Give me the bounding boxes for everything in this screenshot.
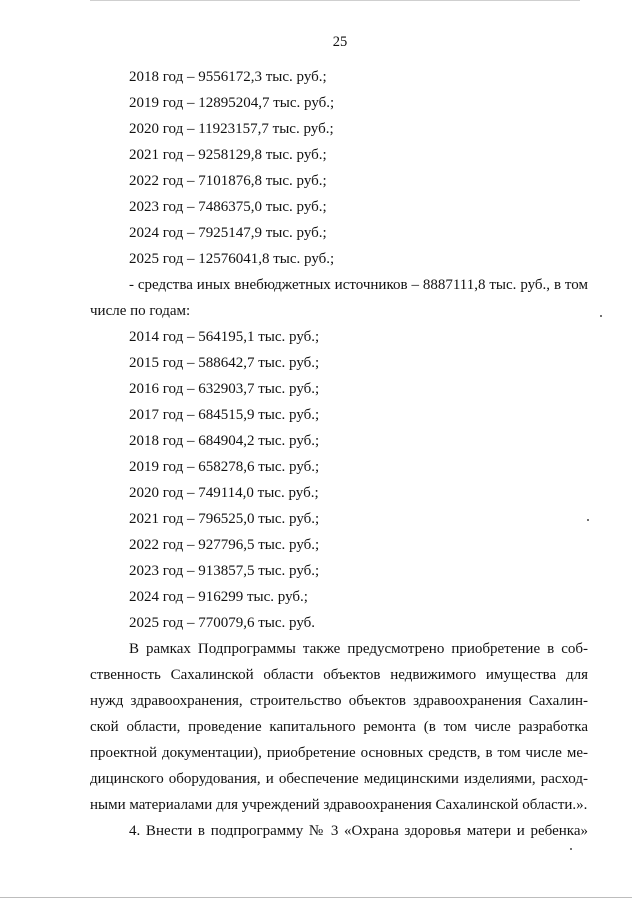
funding-year-line: 2022 год – 7101876,8 тыс. руб.; [129,173,327,189]
scan-speck [600,315,602,317]
funding-year-line: 2017 год – 684515,9 тыс. руб.; [129,407,320,423]
funding-year-line: 2022 год – 927796,5 тыс. руб.; [129,537,320,553]
scan-speck [570,848,572,850]
subprogram-paragraph-line: нужд здравоохранения, строительство объектов здравоохранения Сахалин- [90,693,588,709]
funding-year-line: 2019 год – 658278,6 тыс. руб.; [129,459,320,475]
funding-year-line: 2023 год – 7486375,0 тыс. руб.; [129,199,327,215]
scan-bottom-edge [0,897,632,898]
subprogram-paragraph-line: ственность Сахалинской области объектов недвижимого имущества для [90,667,588,683]
funding-year-line: 2024 год – 916299 тыс. руб.; [129,589,308,605]
funding-year-line: 2021 год – 9258129,8 тыс. руб.; [129,147,327,163]
funding-year-line: 2020 год – 11923157,7 тыс. руб.; [129,121,334,137]
scan-top-edge [90,0,580,1]
funding-year-line: 2025 год – 12576041,8 тыс. руб.; [129,251,335,267]
funding-year-line: 2024 год – 7925147,9 тыс. руб.; [129,225,327,241]
page-number: 25 [332,34,348,50]
scan-speck [587,519,589,521]
funding-year-line: 2016 год – 632903,7 тыс. руб.; [129,381,320,397]
funding-year-line: 2015 год – 588642,7 тыс. руб.; [129,355,320,371]
funding-year-line: 2014 год – 564195,1 тыс. руб.; [129,329,320,345]
funding-year-line: 2018 год – 684904,2 тыс. руб.; [129,433,320,449]
funding-year-line: 2019 год – 12895204,7 тыс. руб.; [129,95,335,111]
funding-year-line: 2023 год – 913857,5 тыс. руб.; [129,563,320,579]
funding-year-line: 2021 год – 796525,0 тыс. руб.; [129,511,320,527]
subprogram-paragraph-line: проектной документации), приобретение основных средств, в том числе ме- [90,745,588,761]
funding-year-line: 2020 год – 749114,0 тыс. руб.; [129,485,319,501]
extra-budget-sources-line: - средства иных внебюджетных источников – 8887111,8 тыс. руб., в том [129,277,588,293]
item-4-line: 4. Внести в подпрограмму № 3 «Охрана здоровья матери и ребенка» [129,823,588,839]
subprogram-paragraph-line: ными материалами для учреждений здравоохранения Сахалинской области.». [90,797,588,813]
funding-year-line: 2025 год – 770079,6 тыс. руб. [129,615,316,631]
subprogram-paragraph-line: ской области, проведение капитального ремонта (в том числе разработка [90,719,588,735]
subprogram-paragraph-line: дицинского оборудования, и обеспечение медицинскими изделиями, расход- [90,771,588,787]
extra-budget-sources-line: числе по годам: [90,303,191,319]
funding-year-line: 2018 год – 9556172,3 тыс. руб.; [129,69,327,85]
subprogram-paragraph-line: В рамках Подпрограммы также предусмотрено приобретение в соб- [129,641,588,657]
